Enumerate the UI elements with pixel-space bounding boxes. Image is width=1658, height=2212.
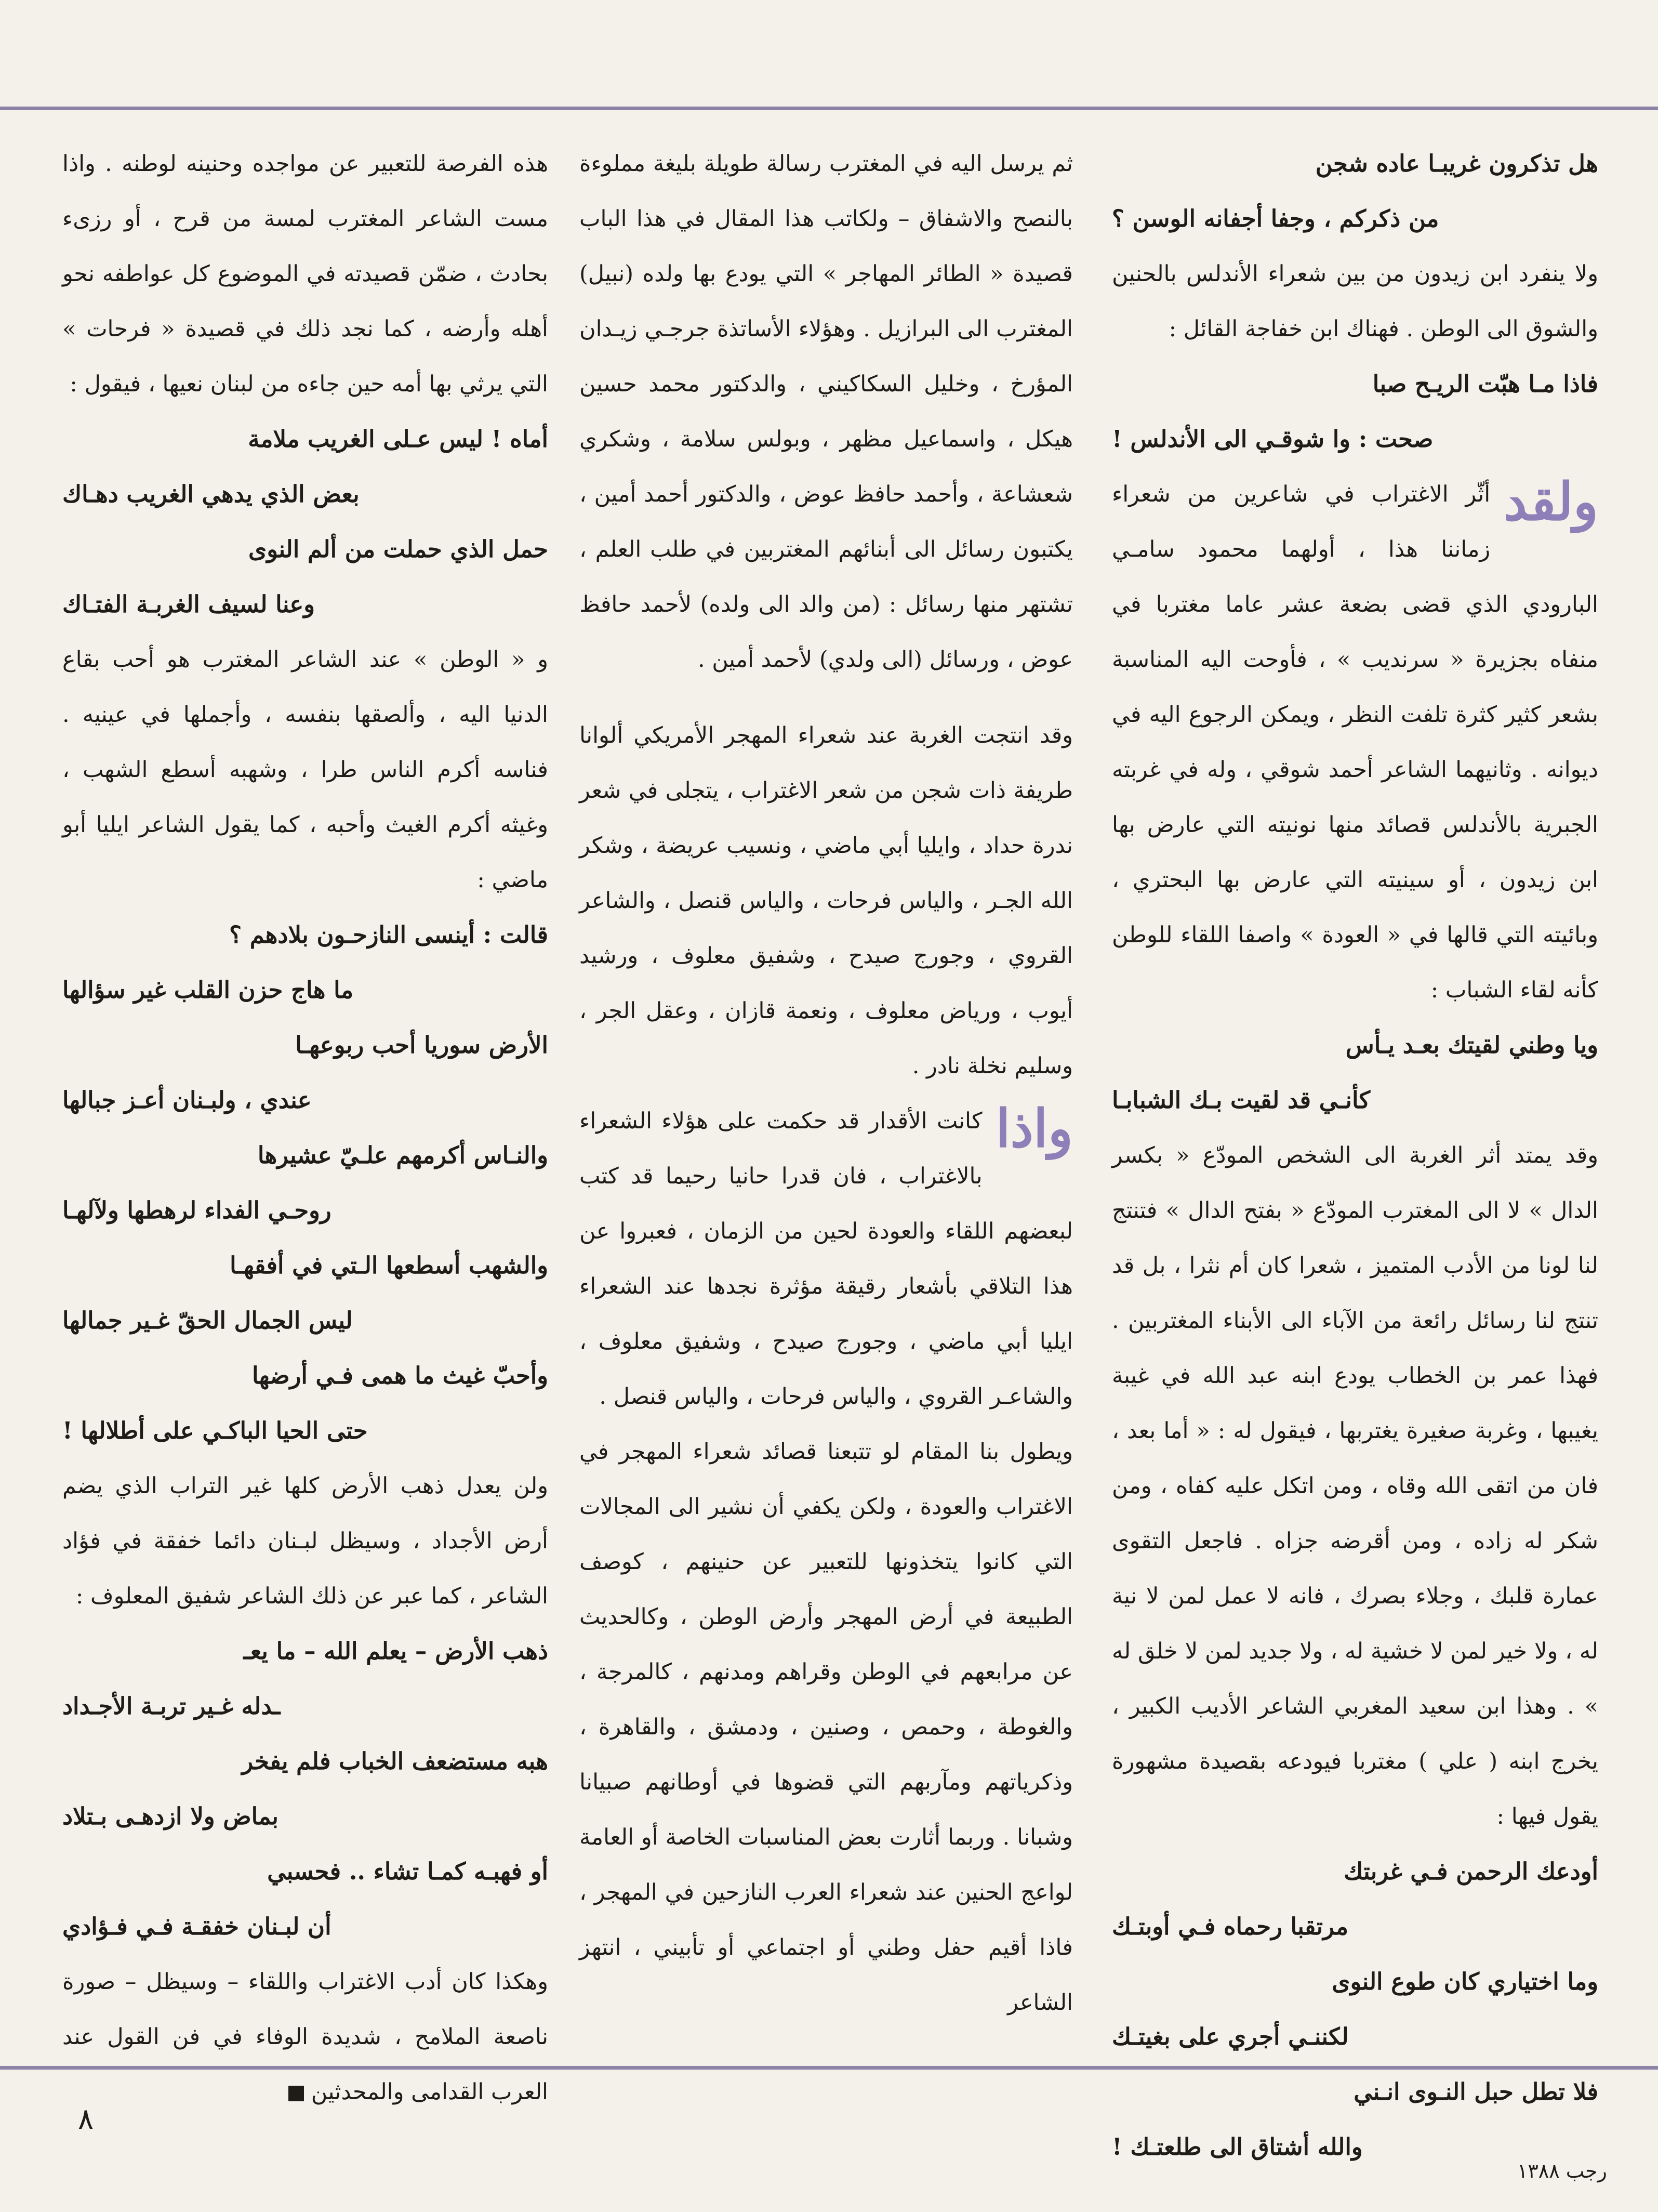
paragraph: وقد انتجت الغربة عند شعراء المهجر الأمريكي ألوانا طريفة ذات شجن من شعر الاغتراب ، يتجلى في شعر ندرة حداد ، وايليا أبي ماضي ، ونسيب عريضة ، وشكر الله الجـر ، والياس فرحات ، والياس قنصل ، والشاعر القروي ، وجورج صيدح ، وشفيق معلوف ، ورشيد أيوب ، ورياض معلوف ، ونعمة قازان ، وعقل الجر ، وسليم نخلة نادر . [579, 722, 1073, 1079]
verse-line: عندي ، ولبـنان أعـز جبالها [62, 1086, 312, 1114]
paragraph-text: أثّر الاغتراب في شاعرين من شعراء زماننا هذا ، أولهما محمود سامـي البارودي الذي قضى بضعة عشر عاما مغتربا في منفاه بجزيرة « سرنديب » ، فأوحت اليه المناسبة بشعر كثير كثرة تلفت النظر ، ويمكن الرجوع اليه في ديوانه . وثانيهما الشاعر أحمد شوقي ، وله في غربته الجبرية بالأندلس قصائد منها نونيته التي عارض بها ابن زيدون ، أو سينيته التي عارض بها البحتري ، وبائيته التي قالها في « العودة » واصفا اللقاء للوطن كأنه لقاء الشباب : [1112, 481, 1598, 1003]
end-mark-icon [288, 2086, 304, 2101]
verse-line: والنـاس أكرمهم علـيّ عشيرها [257, 1141, 548, 1169]
paragraph: و « الوطن » عند الشاعر المغترب هو أحب بقاع الدنيا اليه ، وألصقها بنفسه ، وأجملها في عينيه . فناسه أكرم الناس طرا ، وشهبه أسطع الشهب ، وغيثه أكرم الغيث وأحبه ، كما يقول الشاعر ايليا أبو ماضي : [62, 647, 548, 893]
column-left [62, 136, 548, 2105]
paragraph [62, 1954, 548, 2119]
paragraph: ولن يعدل ذهب الأرض كلها غير التراب الذي يضم أرض الأجداد ، وسيظل لبـنان دائما خفقة في فؤاد الشاعر ، كما عبر عن ذلك الشاعر شفيق المعلوف : [62, 1473, 548, 1609]
drop-word: واذا [996, 1098, 1073, 1159]
verse-line: والشهب أسطعها الـتي في أفقهـا [230, 1252, 548, 1279]
paragraph-gap [579, 687, 1073, 708]
verse-line: ما هاج حزن القلب غير سؤالها [62, 976, 353, 1004]
top-rule [0, 107, 1658, 110]
verse-line: بعض الذي يدهي الغريب دهـاك [62, 480, 360, 508]
verse-line: من ذكركم ، وجفا أجفانه الوسن ؟ [1112, 205, 1439, 232]
verse-line: ويا وطني لقيتك بعـد يـأس [1345, 1031, 1598, 1059]
paragraph-text: كانت الأقدار قد حكمت على هؤلاء الشعراء بالاغتراب ، فان قدرا حانيا رحيما قد كتب لبعضهم اللقاء والعودة لحين من الزمان ، فعبروا عن هذا التلاقي بأشعار رقيقة مؤثرة نجدها عند الشعراء ايليا أبي ماضي ، وجورج صيدح ، وشفيق معلوف ، والشاعـر القروي ، والياس فرحات ، والياس قنصل . [579, 1108, 1073, 1410]
verse-line: كأنـي قد لقيت بـك الشبابـا [1112, 1086, 1371, 1114]
page-number: ٨ [78, 2102, 94, 2136]
verse-line: روحـي الفداء لرهطها ولآلهـا [62, 1196, 331, 1224]
column-right [1112, 136, 1598, 2161]
verse-line: هل تذكرون غريبـا عاده شجن [1315, 150, 1598, 177]
verse-line: أماه ! ليس عـلى الغريب ملامة [248, 425, 548, 453]
paragraph: هذه الفرصة للتعبير عن مواجده وحنينه لوطنه . واذا مست الشاعر المغترب لمسة من قرح ، أو رزىء بحادث ، ضمّن قصيدته في الموضوع كل عواطفه نحو أهله وأرضه ، كما نجد ذلك في قصيدة « فرحات » التي يرثي بها أمه حين جاءه من لبنان نعيها ، فيقول : [62, 151, 548, 397]
issue-date: رجب ١٣٨٨ [1517, 2160, 1607, 2182]
column-middle [579, 136, 1073, 2049]
verse-line: والله أشتاق الى طلعتـك ! [1112, 2133, 1363, 2161]
verse-line: الأرض سوريا أحب ربوعهـا [295, 1031, 548, 1059]
paragraph-text: وهكذا كان أدب الاغتراب واللقاء – وسيظل – صورة ناصعة الملامح ، شديدة الوفاء في فن القول عند العرب القدامى والمحدثين [62, 1969, 548, 2105]
paragraph [1112, 467, 1598, 1018]
verse-line: ـدله غـير تربـة الأجـداد [62, 1692, 281, 1720]
verse-line: أو فهبـه كمـا تشاء .. فحسبي [267, 1858, 548, 1885]
bottom-rule [0, 2066, 1658, 2070]
verse-line: حتى الحيا الباكـي على أطلالها ! [62, 1417, 368, 1444]
verse-line: فلا تطل حبل النـوى انـني [1354, 2078, 1598, 2105]
verse-line: فاذا مـا هبّت الريـح صبا [1372, 370, 1598, 398]
verse-line: بماض ولا ازدهـى بـتلاد [62, 1802, 278, 1830]
verse-line: هبه مستضعف الخباب فلم يفخر [242, 1747, 548, 1775]
verse-line: أن لبـنان خفقـة فـي فـؤادي [62, 1913, 331, 1940]
verse-line: لكننـي أجري على بغيتـك [1112, 2023, 1349, 2050]
paragraph [579, 1094, 1073, 1424]
verse-line: مرتقبا رحماه فـي أوبتـك [1112, 1913, 1349, 1940]
paragraph: ثم يرسل اليه في المغترب رسالة طويلة بليغة مملوءة بالنصح والاشفاق – ولكاتب هذا المقال في هذا الباب قصيدة « الطائر المهاجر » التي يودع بها ولده (نبيل) المغترب الى البرازيل . وهؤلاء الأساتذة جرجـي زيـدان المؤرخ ، وخليل السكاكيني ، والدكتور محمد حسين هيكل ، واسماعيل مظهر ، وبولس سلامة ، وشكري شعشاعة ، وأحمد حافظ عوض ، والدكتور أحمد أمين ، يكتبون رسائل الى أبنائهم المغتربين في طلب العلم ، تشتهر منها رسائل : (من والد الى ولده) لأحمد حافظ عوض ، ورسائل (الى ولدي) لأحمد أمين . [579, 151, 1073, 673]
verse-line: وأحبّ غيث ما همى فـي أرضها [251, 1362, 548, 1389]
verse-line: وعنا لسيف الغربـة الفتـاك [62, 590, 315, 618]
verse-line: صحت : وا شوقـي الى الأندلس ! [1112, 425, 1434, 453]
drop-word: ولقد [1504, 471, 1598, 532]
verse-line: ذهب الأرض – يعلم الله – ما يعـ [243, 1637, 548, 1665]
article-body [0, 136, 1658, 2161]
paragraph: ولا ينفرد ابن زيدون من بين شعراء الأندلس بالحنين والشوق الى الوطن . فهناك ابن خفاجة القائل : [1112, 261, 1598, 342]
verse-line: حمل الذي حملت من ألم النوى [248, 535, 548, 563]
paragraph: ويطول بنا المقام لو تتبعنا قصائد شعراء المهجر في الاغتراب والعودة ، ولكن يكفي أن نشير الى المجالات التي كانوا يتخذونها للتعبير عن حنينهم ، كوصف الطبيعة في أرض المهجر وأرض الوطن ، وكالحديث عن مرابعهم في الوطن وقراهم ومدنهم ، كالمرجة ، والغوطة ، وحمص ، وصنين ، ودمشق ، والقاهرة ، وذكرياتهم ومآربهم التي قضوها في أوطانهم صبيانا وشبانا . وربما أثارت بعض المناسبات الخاصة أو العامة لواعج الحنين عند شعراء العرب النازحين في المهجر ، فاذا أقيم حفل وطني أو اجتماعي أو تأبيني ، انتهز الشاعر [579, 1439, 1073, 2016]
verse-line: ليس الجمال الحقّ غـير جمالها [62, 1307, 353, 1334]
verse-line: أودعك الرحمن فـي غربتك [1344, 1858, 1598, 1885]
verse-line: وما اختياري كان طوع النوى [1332, 1968, 1598, 1995]
verse-line: قالت : أينسى النازحـون بلادهم ؟ [229, 921, 548, 949]
paragraph: وقد يمتد أثر الغربة الى الشخص المودّع « بكسر الدال » لا الى المغترب المودّع « بفتح الدال » فتنتج لنا لونا من الأدب المتميز ، شعرا كان أم نثرا ، بل قد تنتج لنا رسائل رائعة من الآباء الى الأبناء المغتربين . فهذا عمر بن الخطاب يودع ابنه عبد الله في غيبة يغيبها ، وغربة صغيرة يغتربها ، فيقول له : « أما بعد ، فان من اتقى الله وقاه ، ومن اتكل عليه كفاه ، ومن شكر له زاده ، ومن أقرضه جزاه . فاجعل التقوى عمارة قلبك ، وجلاء بصرك ، فانه لا عمل لمن لا نية له ، ولا خير لمن لا خشية له ، ولا جديد لمن لا خلق له » . وهذا ابن سعيد المغربي الشاعر الأديب الكبير ، يخرج ابنه ( علي ) مغتربا فيودعه بقصيدة مشهورة يقول فيها : [1112, 1142, 1598, 1829]
